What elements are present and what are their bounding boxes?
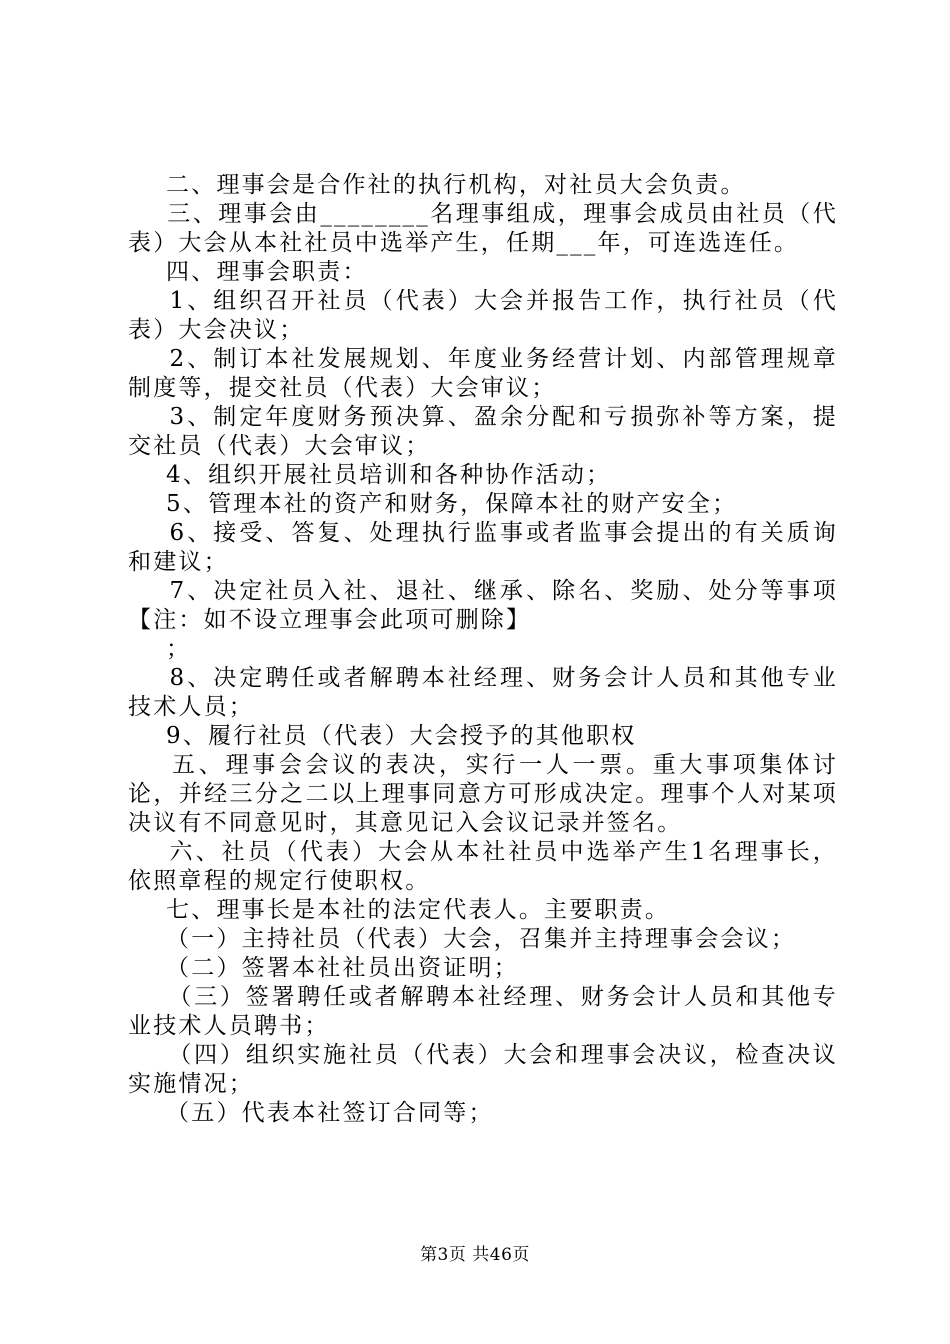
paragraph: 4、组织开展社员培训和各种协作活动； — [128, 462, 612, 488]
paragraph: 8、决定聘任或者解聘本社经理、财务会计人员和其他专业技术人员； — [128, 665, 838, 720]
paragraph: 七、理事长是本社的法定代表人。主要职责。 — [128, 897, 671, 923]
paragraph: 7、决定社员入社、退社、继承、除名、奖励、处分等事项【注：如不设立理事会此项可删除】 — [128, 578, 838, 633]
paragraph: 六、社员（代表）大会从本社社员中选举产生1名理事长，依照章程的规定行使职权。 — [128, 839, 838, 894]
paragraph: 6、接受、答复、处理执行监事或者监事会提出的有关质询和建议； — [128, 520, 838, 575]
paragraph: （四）组织实施社员（代表）大会和理事会决议，检查决议实施情况； — [128, 1042, 838, 1097]
paragraph: 1、组织召开社员（代表）大会并报告工作，执行社员（代表）大会决议； — [128, 288, 838, 343]
page-footer: 第3页 共46页 — [420, 1245, 530, 1265]
paragraph: 3、制定年度财务预决算、盈余分配和亏损弥补等方案，提交社员（代表）大会审议； — [128, 404, 838, 459]
paragraph: 五、理事会会议的表决，实行一人一票。重大事项集体讨论，并经三分之二以上理事同意方可形成决定。理事个人对某项决议有不同意见时，其意见记入会议记录并签名。 — [128, 752, 839, 836]
paragraph: 三、理事会由________名理事组成，理事会成员由社员（代表）大会从本社社员中选举产生，任期___年，可连选连任。 — [128, 201, 839, 256]
paragraph: 四、理事会职责： — [128, 259, 368, 285]
paragraph: （三）签署聘任或者解聘本社经理、财务会计人员和其他专业技术人员聘书； — [128, 984, 838, 1039]
paragraph: 9、履行社员（代表）大会授予的其他职权 — [128, 723, 637, 749]
paragraph: （一）主持社员（代表）大会，召集并主持理事会会议； — [128, 926, 797, 952]
paragraph: 2、制订本社发展规划、年度业务经营计划、内部管理规章制度等，提交社员（代表）大会审议； — [128, 346, 838, 401]
paragraph: （二）签署本社社员出资证明； — [128, 955, 519, 981]
paragraph: 二、理事会是合作社的执行机构，对社员大会负责。 — [128, 172, 746, 198]
paragraph: （五）代表本社签订合同等； — [128, 1100, 494, 1126]
paragraph: ； — [128, 636, 192, 662]
paragraph: 5、管理本社的资产和财务，保障本社的财产安全； — [128, 491, 738, 517]
document-body — [128, 171, 838, 1128]
